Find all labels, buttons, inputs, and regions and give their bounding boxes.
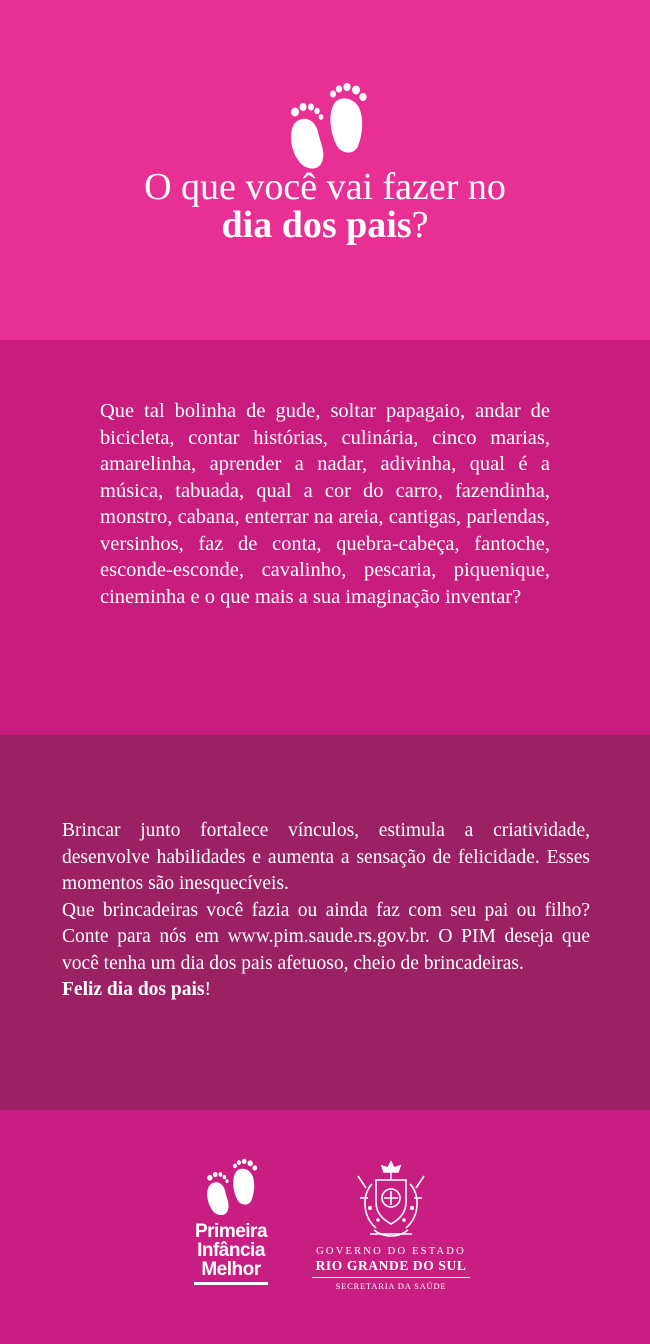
message-paragraph-1: Brincar junto fortalece vínculos, estimula a criatividade, desenvolve habilidades e aumenta a sensação de felicidade. Esses momentos são inesquecíveis. (62, 820, 590, 894)
title-line-2 (0, 206, 650, 244)
title-question-mark: ? (411, 204, 429, 246)
rs-state-crest-icon (354, 1158, 428, 1242)
message-text (62, 818, 590, 1004)
gov-line-3: SECRETARIA DA SAÚDE (335, 1281, 447, 1291)
pim-underline (194, 1282, 268, 1285)
message-closing (62, 977, 590, 1004)
message-paragraph-2: Que brincadeiras você fazia ou ainda faz com seu pai ou filho? Conte para nós em www.pim.saude.rs.gov.br. O PIM deseja que você tenha um dia dos pais afetuoso, cheio de brincadeiras. (62, 899, 590, 974)
gov-line-1: GOVERNO DO ESTADO (316, 1246, 466, 1257)
pim-word-3: Melhor (201, 1259, 261, 1280)
header-section (0, 0, 650, 340)
closing-exclamation: ! (204, 979, 211, 1000)
closing-greeting: Feliz dia dos pais (62, 979, 205, 1000)
pim-word-2: Infância (197, 1240, 265, 1261)
title-line-1: O que você vai fazer no (144, 166, 506, 208)
baby-feet-icon (284, 82, 370, 176)
activities-section (0, 340, 650, 735)
pim-word-1: Primeira (194, 1221, 268, 1242)
gov-divider (312, 1277, 470, 1278)
pim-logo (188, 1158, 274, 1288)
footer-section (0, 1110, 650, 1344)
message-section (0, 735, 650, 1110)
gov-line-2: RIO GRANDE DO SUL (315, 1258, 467, 1273)
pim-logo-text (188, 1222, 274, 1279)
baby-feet-icon (202, 1158, 260, 1220)
activities-paragraph: Que tal bolinha de gude, soltar papagaio, andar de bicicleta, contar histórias, culinária, cinco marias, amarelinha, aprender a nadar, adivinha, qual é a música, tabuada, qual a cor do carro, fazendinha, monstro, cabana, enterrar na areia, cantigas, parlendas, versinhos, faz de conta, quebra-cabeça, fantoche, esconde-esconde, cavalinho, pescaria, piquenique, cineminha e o que mais a sua imaginação inventar? (100, 400, 550, 608)
page-title (0, 168, 650, 244)
title-highlight: dia dos pais (221, 204, 412, 246)
government-logo (306, 1154, 476, 1304)
